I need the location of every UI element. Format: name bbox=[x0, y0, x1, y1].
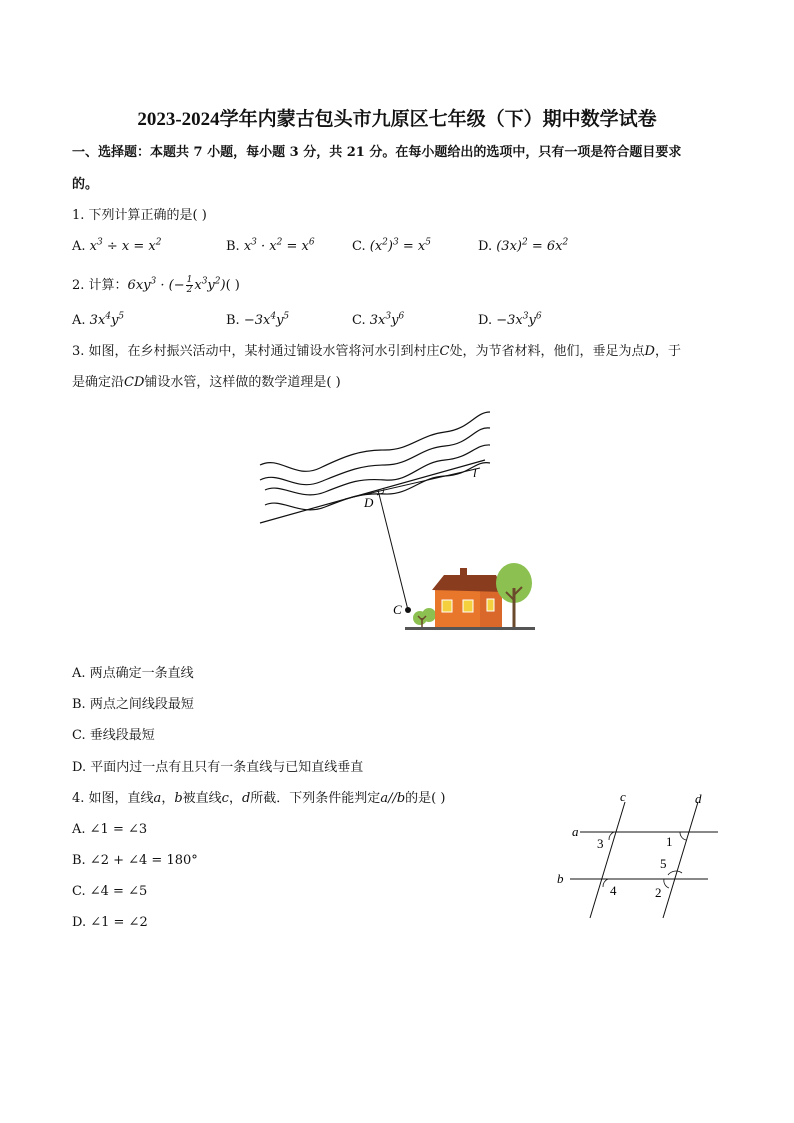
math-var: d bbox=[241, 791, 251, 806]
q4-text: ， bbox=[161, 791, 175, 806]
q2-stem bbox=[72, 276, 240, 295]
math-var: C bbox=[439, 344, 450, 359]
q4-stem bbox=[72, 790, 445, 808]
math-expression: $3x^4y^5$ bbox=[89, 311, 125, 328]
q4-text: 的是( ) bbox=[405, 791, 446, 806]
option-label: C. bbox=[352, 313, 366, 328]
chimney bbox=[460, 568, 467, 578]
ground-line bbox=[405, 627, 535, 630]
q2-option-c bbox=[352, 312, 404, 330]
q3-option-c: C. 垂线段最短 bbox=[72, 728, 155, 743]
angle-label-5: 5 bbox=[660, 856, 667, 871]
label-c: C bbox=[393, 602, 402, 617]
angle-arc-5 bbox=[668, 871, 682, 875]
option-label: D. bbox=[478, 239, 493, 254]
label-d: D bbox=[364, 495, 374, 510]
math-expression: $x^3 \div x = x^2$ bbox=[89, 237, 162, 254]
option-label: A. bbox=[72, 239, 86, 254]
q1-option-c bbox=[352, 238, 431, 256]
q3-text: 铺设水管，这样做的数学道理是( ) bbox=[144, 375, 341, 390]
page-title: 2023-2024学年内蒙古包头市九原区七年级（下）期中数学试卷 bbox=[137, 109, 657, 130]
math-var: c bbox=[221, 791, 229, 806]
label-l: l bbox=[473, 465, 477, 480]
option-label: D. bbox=[478, 313, 493, 328]
q3-text: 3. 如图，在乡村振兴活动中，某村通过铺设水管将河水引到村庄 bbox=[72, 344, 440, 359]
q2-stem-prefix: 2. 计算： bbox=[72, 278, 128, 293]
house-roof bbox=[432, 575, 505, 592]
q4-text: 4. 如图，直线 bbox=[72, 791, 154, 806]
math-expression: $3x^3y^6$ bbox=[369, 311, 405, 328]
q4-option-b: B. ∠2 + ∠4 = 180° bbox=[72, 853, 198, 868]
q3-text: 处，为节省材料，他们，垂足为点 bbox=[449, 344, 645, 359]
q1-option-b bbox=[226, 238, 315, 256]
q4-text: 所截．下列条件能判定 bbox=[250, 791, 381, 806]
wave-line bbox=[260, 412, 490, 471]
angle-label-3: 3 bbox=[597, 836, 604, 851]
angle-label-4: 4 bbox=[610, 883, 617, 898]
window bbox=[463, 600, 473, 612]
label-b: b bbox=[557, 871, 564, 886]
math-expression: $-3x^3y^6$ bbox=[496, 311, 542, 328]
angle-arc-3 bbox=[609, 832, 614, 840]
q3-text: 是确定沿 bbox=[72, 375, 125, 390]
option-label: C. bbox=[352, 239, 366, 254]
house-icon bbox=[405, 563, 535, 630]
q4-option-c: C. ∠4 = ∠5 bbox=[72, 884, 148, 899]
section-heading: 一、选择题：本题共 7 小题，每小题 3 分，共 21 分。在每小题给出的选项中，只有一项是符合题目要求 bbox=[72, 145, 682, 160]
math-expression: $(x^2)^3 = x^5$ bbox=[369, 237, 431, 254]
q3-option-a: A. 两点确定一条直线 bbox=[72, 666, 194, 681]
angle-arc-4 bbox=[603, 879, 608, 887]
option-label: B. bbox=[226, 239, 240, 254]
line-c bbox=[590, 802, 625, 918]
section-heading-cont: 的。 bbox=[72, 177, 99, 192]
line-d bbox=[663, 802, 698, 918]
q3-option-b: B. 两点之间线段最短 bbox=[72, 697, 194, 712]
q4-option-d: D. ∠1 = ∠2 bbox=[72, 915, 148, 930]
math-expression: $x^3 \cdot x^2 = x^6$ bbox=[243, 237, 315, 254]
q1-stem: 1. 下列计算正确的是( ) bbox=[72, 208, 207, 223]
q4-text: ， bbox=[228, 791, 242, 806]
option-label: A. bbox=[72, 313, 86, 328]
label-d: d bbox=[695, 791, 702, 806]
q2-option-b bbox=[226, 312, 289, 330]
math-expression: $(3x)^2 = 6x^2$ bbox=[496, 237, 569, 254]
fraction-denominator: 2 bbox=[186, 285, 193, 295]
window bbox=[487, 599, 494, 611]
wave-line bbox=[265, 463, 490, 510]
segment-cd bbox=[378, 490, 408, 610]
angle-label-1: 1 bbox=[666, 834, 673, 849]
q2-stem-suffix: ( ) bbox=[225, 278, 240, 293]
q3-stem-line1 bbox=[72, 343, 681, 361]
q1-option-a bbox=[72, 238, 161, 256]
q4-text: 被直线 bbox=[182, 791, 222, 806]
math-var: D bbox=[644, 344, 655, 359]
fraction-numerator: 1 bbox=[186, 275, 193, 285]
point-c bbox=[405, 607, 411, 613]
window bbox=[442, 600, 452, 612]
q3-text: ，于 bbox=[654, 344, 681, 359]
q2-option-d bbox=[478, 312, 542, 330]
q2-option-a bbox=[72, 312, 124, 330]
bush bbox=[422, 608, 436, 622]
q3-river-figure bbox=[250, 390, 550, 635]
math-var: a//b bbox=[380, 791, 406, 806]
angle-arc-1 bbox=[680, 832, 686, 840]
label-c: c bbox=[620, 789, 626, 804]
math-expression: $-3x^4y^5$ bbox=[243, 311, 290, 328]
math-var: CD bbox=[124, 375, 145, 390]
q3-option-d: D. 平面内过一点有且只有一条直线与已知直线垂直 bbox=[72, 760, 364, 775]
q4-parallel-lines-figure bbox=[550, 785, 730, 925]
fraction bbox=[186, 276, 194, 295]
angle-arc-2 bbox=[664, 879, 669, 888]
angle-label-2: 2 bbox=[655, 885, 662, 900]
label-a: a bbox=[572, 824, 579, 839]
wave-line bbox=[260, 428, 490, 485]
option-label: B. bbox=[226, 313, 240, 328]
river-waves bbox=[260, 412, 490, 510]
math-expression: $6xy^3$ · (− $\frac{1}{2}$ $x^3y^2$) bbox=[127, 275, 226, 295]
q4-option-a: A. ∠1 = ∠3 bbox=[72, 822, 148, 837]
q1-option-d bbox=[478, 238, 568, 256]
math-var: b bbox=[174, 791, 183, 806]
math-var: a bbox=[153, 791, 162, 806]
